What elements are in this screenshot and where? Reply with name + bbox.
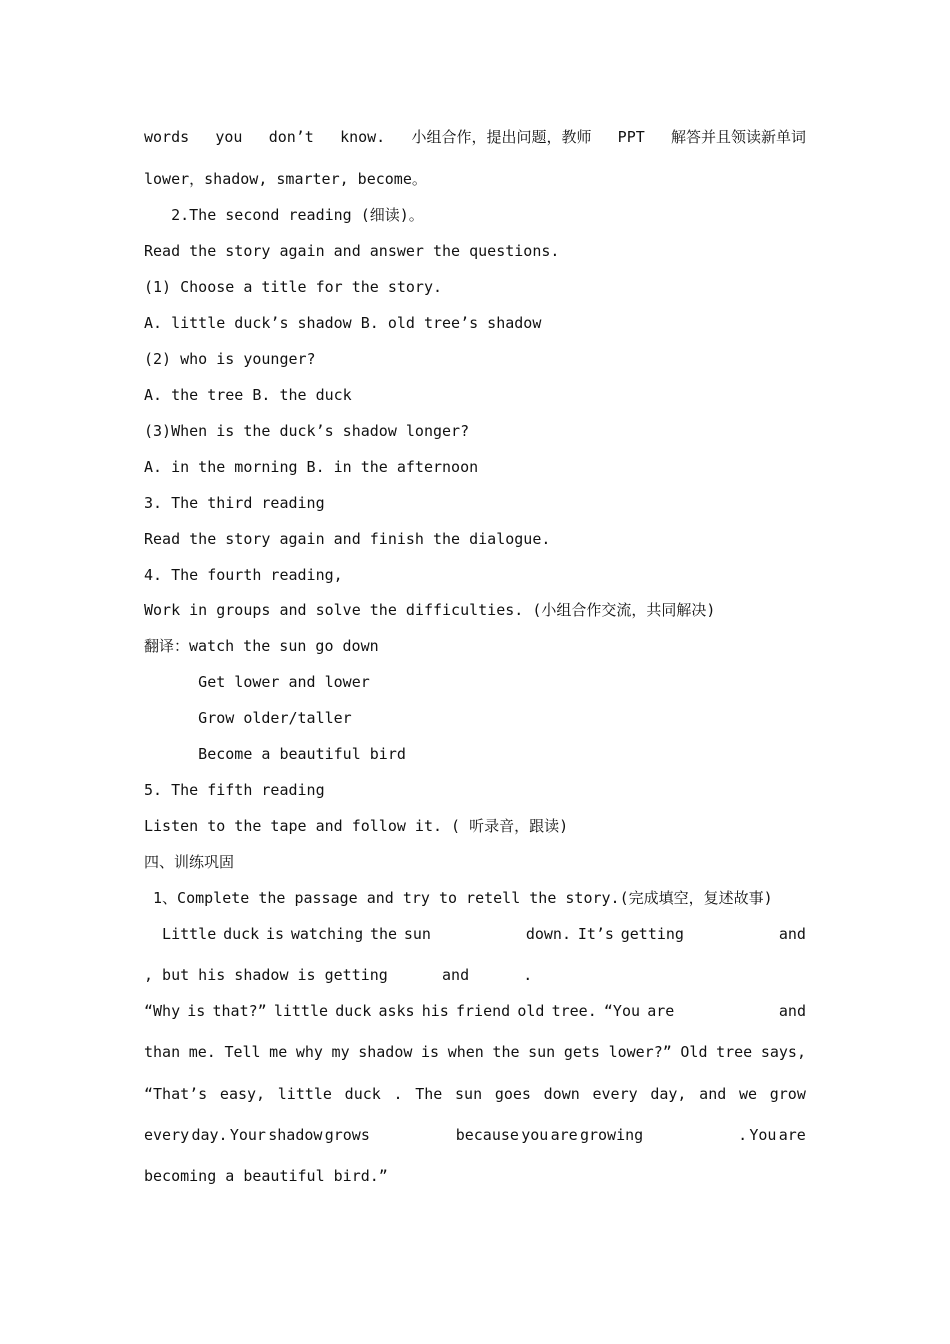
text-line: becoming a beautiful bird.” (144, 1167, 388, 1185)
word: 小组合作，提出问题，教师 (411, 128, 592, 146)
word: easy, (219, 1085, 266, 1103)
word (681, 1001, 771, 1021)
word: watching (290, 925, 364, 943)
word (438, 924, 519, 944)
word (372, 1125, 453, 1145)
word: every (144, 1126, 190, 1144)
text-line: 2.The second reading (细读)。 (144, 206, 424, 224)
word: the (369, 925, 398, 943)
text-line: (1) Choose a title for the story. (144, 278, 443, 296)
word: words (144, 128, 190, 146)
text-line: 5. The fifth reading (144, 781, 325, 799)
word: because (455, 1126, 519, 1144)
text-line: Listen to the tape and follow it. ( 听录音，跟读) (144, 817, 569, 835)
word: asks (378, 1002, 415, 1020)
section-heading: 四、训练巩固 (144, 853, 235, 871)
word: you (215, 128, 243, 146)
text-line: Work in groups and solve the difficulties. (小组合作交流，共同解决) (144, 601, 716, 619)
word: duck (344, 1085, 381, 1103)
word: know. (340, 128, 386, 146)
word: you (521, 1126, 549, 1144)
word: duck (335, 1002, 372, 1020)
word: growing (579, 1126, 644, 1144)
text-line-justified (144, 924, 806, 944)
word: “You (603, 1002, 641, 1020)
word: and (778, 1002, 806, 1020)
word: is (421, 1043, 440, 1061)
word: is (187, 1002, 206, 1020)
text-line: A. the tree B. the duck (144, 386, 352, 404)
word: my (331, 1043, 350, 1061)
word: little (277, 1085, 332, 1103)
word: grow (769, 1085, 806, 1103)
word: It’s (577, 925, 614, 943)
text-line-justified (144, 127, 806, 147)
word: . (738, 1126, 748, 1144)
word: we (738, 1085, 758, 1103)
word: goes (494, 1085, 531, 1103)
word: down (543, 1085, 580, 1103)
word: sun (528, 1043, 556, 1061)
word: that?” (212, 1002, 267, 1020)
word: The (415, 1085, 443, 1103)
word: Your (229, 1126, 266, 1144)
word: his (421, 1002, 449, 1020)
text-line: A. little duck’s shadow B. old tree’s shadow (144, 314, 542, 332)
word (645, 1125, 735, 1145)
word: when (447, 1043, 484, 1061)
text-line-justified (144, 1125, 806, 1145)
word: me (269, 1043, 288, 1061)
word: are (550, 1126, 578, 1144)
word: gets (563, 1043, 600, 1061)
text-line-justified (144, 1084, 806, 1104)
word: me. (188, 1043, 216, 1061)
word (691, 924, 772, 944)
word: says, (760, 1043, 806, 1061)
word: “That’s (144, 1085, 208, 1103)
word: 解答并且领读新单词 (670, 128, 806, 146)
text-line: (3)When is the duck’s shadow longer? (144, 422, 470, 440)
text-line: Read the story again and finish the dialogue. (144, 530, 551, 548)
word: Tell (224, 1043, 261, 1061)
word: and (699, 1085, 727, 1103)
text-line: 4. The fourth reading, (144, 566, 343, 584)
text-line: Read the story again and answer the questions. (144, 242, 560, 260)
word: Little (144, 925, 217, 943)
word: PPT (617, 128, 645, 146)
word: tree (716, 1043, 753, 1061)
word: “Why (144, 1002, 181, 1020)
word: don’t (268, 128, 314, 146)
word: tree. (551, 1002, 597, 1020)
word: getting (620, 925, 684, 943)
text-line: 翻译：watch the sun go down (144, 637, 379, 655)
text-line: , but his shadow is getting and . (144, 966, 533, 984)
text-line: 1、Complete the passage and try to retell the story.(完成填空，复述故事) (144, 889, 773, 907)
text-line: Grow older/taller (144, 709, 352, 727)
word: than (144, 1043, 181, 1061)
word: why (295, 1043, 323, 1061)
text-line: Get lower and lower (144, 673, 370, 691)
word: day. (191, 1126, 228, 1144)
word: every (592, 1085, 638, 1103)
text-line: Become a beautiful bird (144, 745, 406, 763)
text-line-justified (144, 1001, 806, 1021)
text-line: lower，shadow, smarter, become。 (144, 170, 427, 188)
word: down. (525, 925, 571, 943)
text-line: A. in the morning B. in the afternoon (144, 458, 479, 476)
word: duck (223, 925, 260, 943)
text-line: 3. The third reading (144, 494, 325, 512)
word: You (749, 1126, 777, 1144)
word: shadow (268, 1126, 323, 1144)
word: little (273, 1002, 329, 1020)
word: grows (324, 1126, 370, 1144)
word: shadow (358, 1043, 413, 1061)
word: is (266, 925, 285, 943)
text-line: (2) who is younger? (144, 350, 316, 368)
word: lower?” (608, 1043, 672, 1061)
word: Old (680, 1043, 708, 1061)
word: sun (403, 925, 431, 943)
word: are (778, 1126, 806, 1144)
text-line-justified (144, 1042, 806, 1062)
word: old (517, 1002, 545, 1020)
word: sun (455, 1085, 483, 1103)
word: friend (456, 1002, 511, 1020)
word: and (778, 925, 806, 943)
word: . (393, 1085, 403, 1103)
word: the (492, 1043, 520, 1061)
word: day, (650, 1085, 687, 1103)
word: are (647, 1002, 675, 1020)
